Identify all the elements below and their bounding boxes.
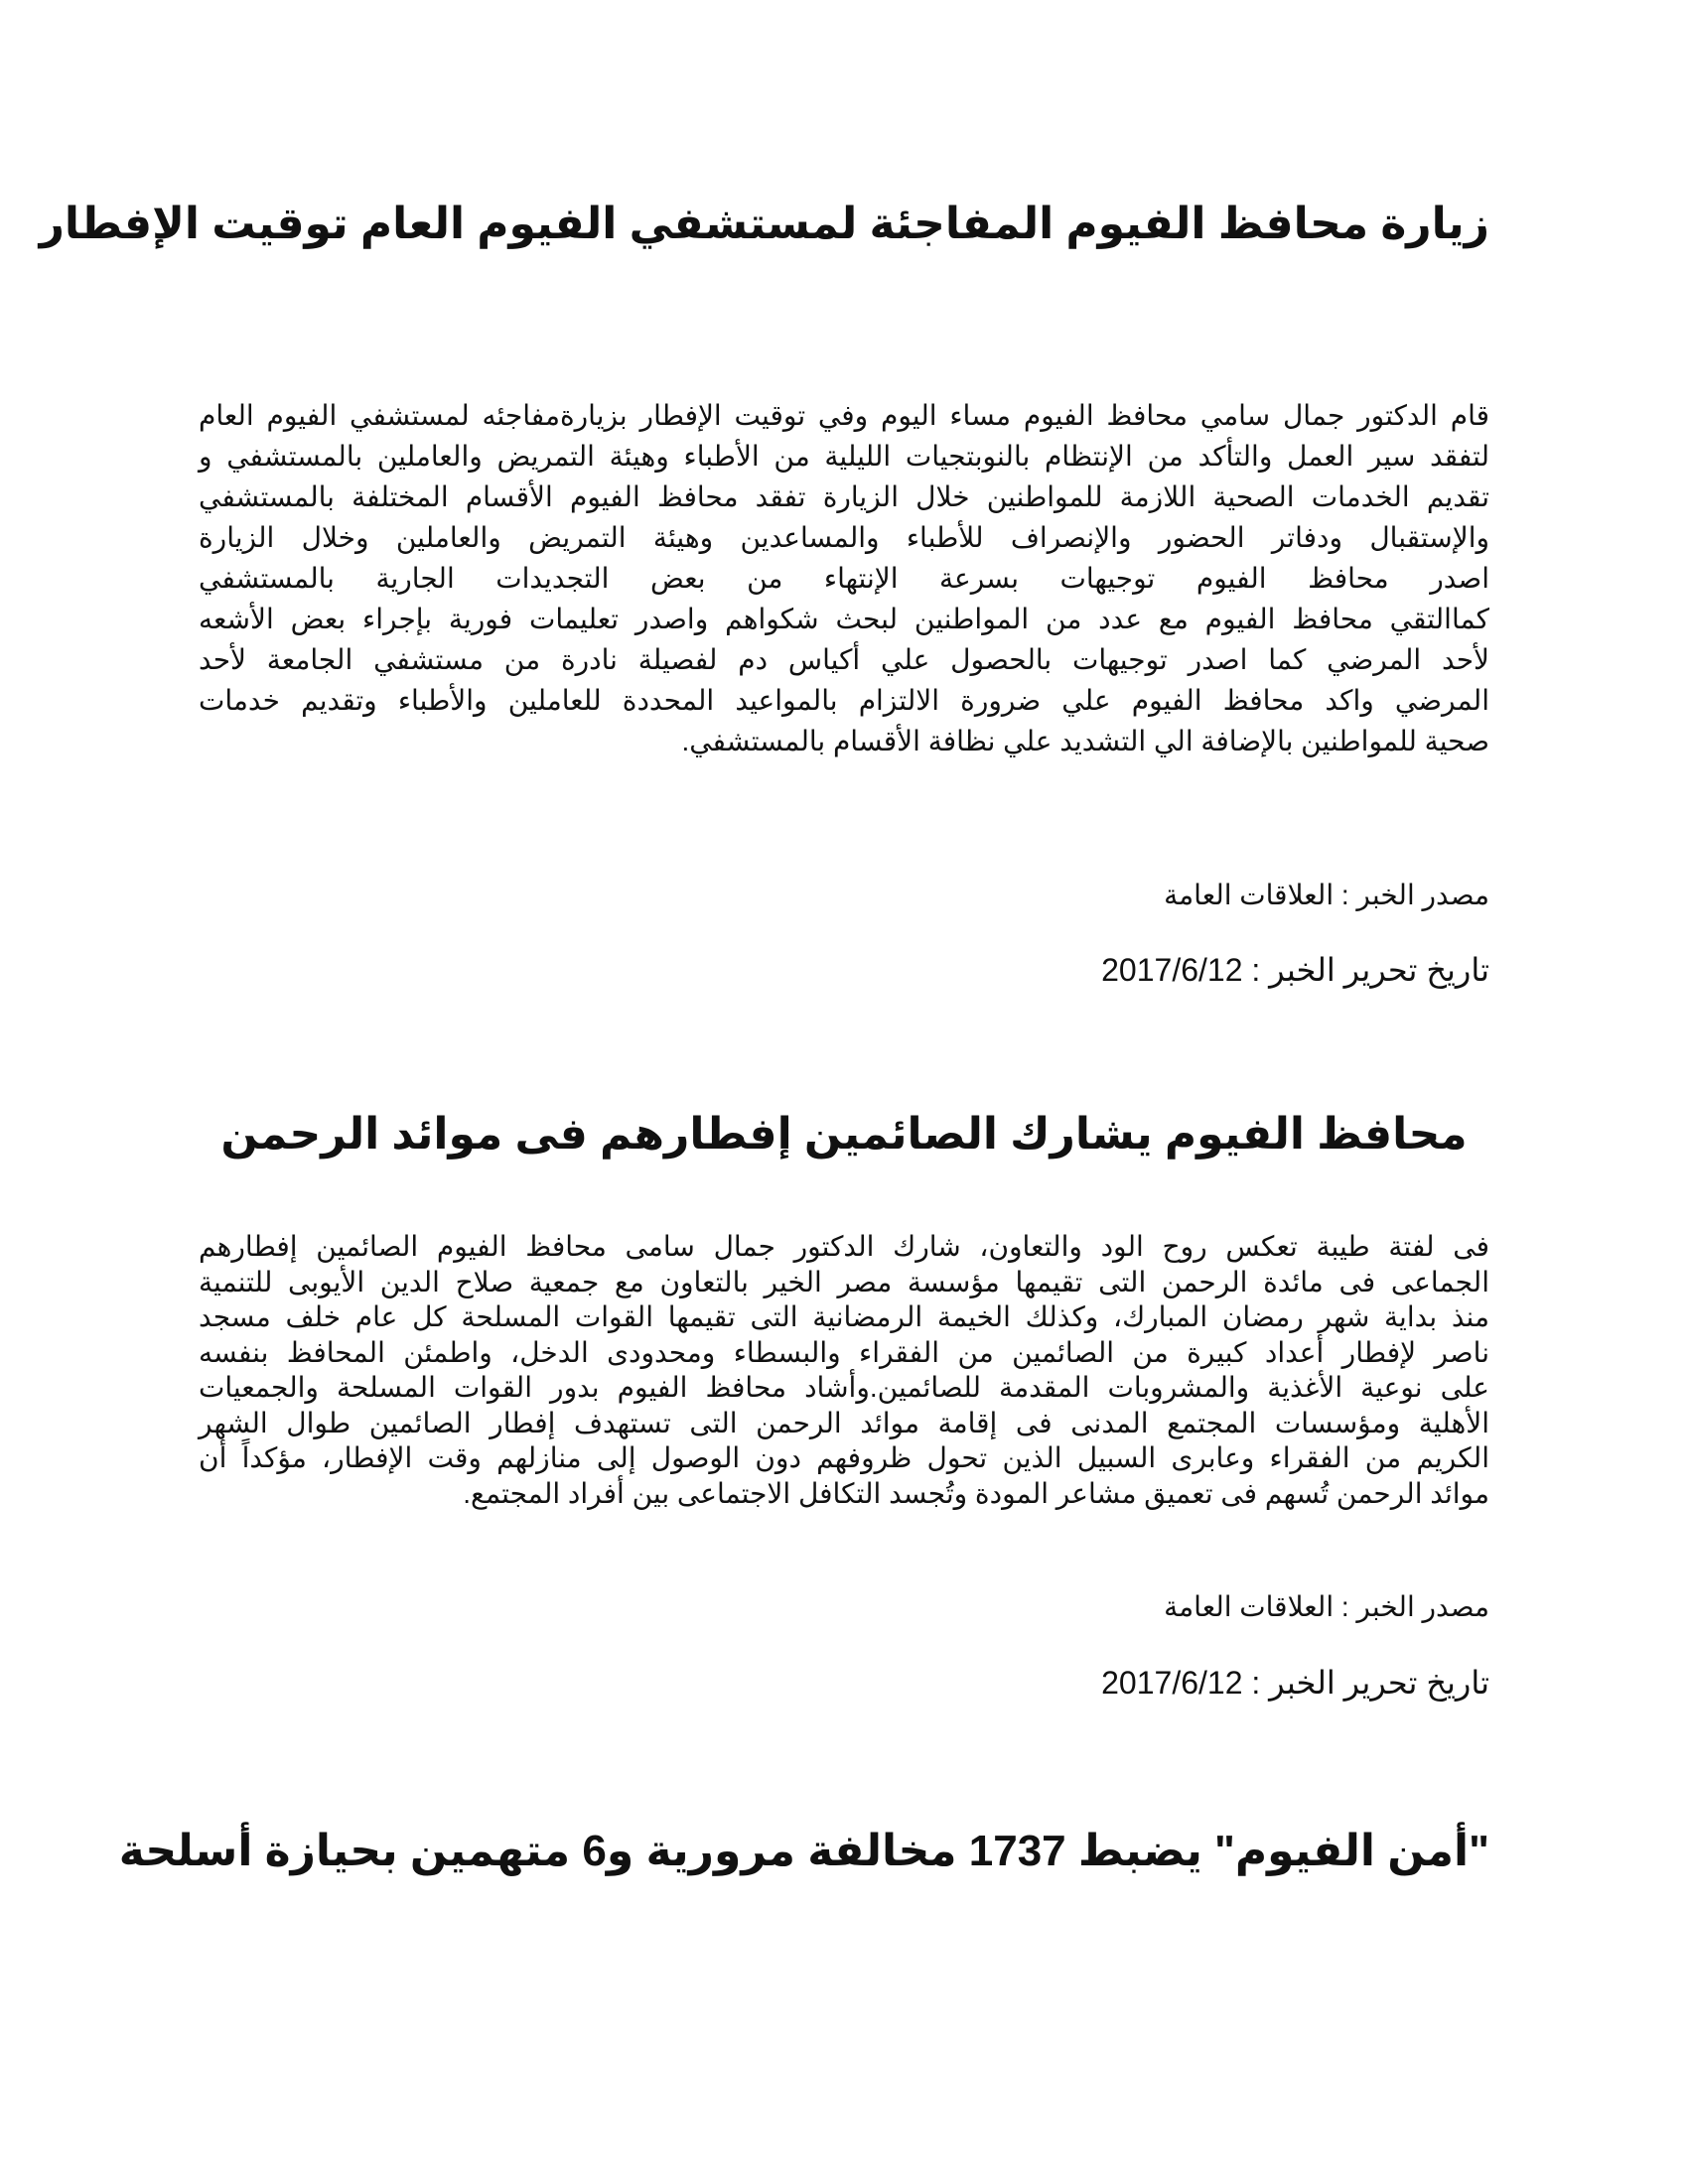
article-body — [199, 395, 1489, 761]
article-line: كماالتقي محافظ الفيوم مع عدد من المواطنين لبحث شكواهم واصدر تعليمات فورية بإجراء بعض الأشعه — [199, 604, 1489, 634]
article-line: موائد الرحمن تُسهم فى تعميق مشاعر المودة وتُجسد التكافل الاجتماعى بين أفراد المجتمع. — [463, 1477, 1489, 1509]
article-line: صحية للمواطنين بالإضافة الي التشديد علي نظافة الأقسام بالمستشفي. — [681, 726, 1489, 756]
article-title: زيارة محافظ الفيوم المفاجئة لمستشفي الفيوم العام توقيت الإفطار — [39, 200, 1489, 248]
article-date: تاريخ تحرير الخبر : 2017/6/12 — [1101, 1665, 1489, 1701]
article-line: المرضي واكد محافظ الفيوم علي ضرورة الالتزام بالمواعيد المحددة للعاملين والأطباء وتقديم خدمات — [199, 685, 1489, 716]
article-body — [199, 1229, 1489, 1511]
article-line: الجماعى فى مائدة الرحمن التى تقيمها مؤسسة مصر الخير بالتعاون مع جمعية صلاح الدين الأيوبى للتنمية — [199, 1266, 1489, 1297]
article-source: مصدر الخبر : العلاقات العامة — [1164, 1591, 1489, 1622]
article-line: ناصر لإفطار أعداد كبيرة من الصائمين من الفقراء والبسطاء ومحدودى الدخل، واطمئن المحافظ بنفسه — [199, 1336, 1489, 1368]
article-date: تاريخ تحرير الخبر : 2017/6/12 — [1101, 952, 1489, 988]
article-line: الأهلية ومؤسسات المجتمع المدنى فى إقامة موائد الرحمن التى تستهدف إفطار الصائمين طوال الشهر — [199, 1407, 1489, 1438]
article-line: لتفقد سير العمل والتأكد من الإنتظام بالنوبتجيات الليلية من الأطباء وهيئة التمريض والعاملين بالمستشفي و — [199, 441, 1489, 472]
article-source: مصدر الخبر : العلاقات العامة — [1164, 880, 1489, 910]
article-line: والإستقبال ودفاتر الحضور والإنصراف للأطباء والمساعدين وهيئة التمريض والعاملين وخلال الزيارة — [199, 522, 1489, 553]
article-line: منذ بداية شهر رمضان المبارك، وكذلك الخيمة الرمضانية التى تقيمها القوات المسلحة كل عام خلف مسجد — [199, 1301, 1489, 1332]
article-title: محافظ الفيوم يشارك الصائمين إفطارهم فى موائد الرحمن — [220, 1110, 1468, 1159]
article-line: تقديم الخدمات الصحية اللازمة للمواطنين خلال الزيارة تفقد محافظ الفيوم الأقسام المختلفة بالمستشفي — [199, 481, 1489, 512]
article-title: "أمن الفيوم" يضبط 1737 مخالفة مرورية و6 متهمين بحيازة أسلحة — [118, 1827, 1489, 1875]
article-line: فى لفتة طيبة تعكس روح الود والتعاون، شارك الدكتور جمال سامى محافظ الفيوم الصائمين إفطارهم — [199, 1231, 1489, 1262]
article-line: على نوعية الأغذية والمشروبات المقدمة للصائمين.وأشاد محافظ الفيوم بدور القوات المسلحة والجمعيات — [199, 1372, 1489, 1403]
article-line: قام الدكتور جمال سامي محافظ الفيوم مساء اليوم وفي توقيت الإفطار بزيارةمفاجئه لمستشفي الفيوم العام — [199, 400, 1489, 431]
article-line: لأحد المرضي كما اصدر توجيهات بالحصول علي أكياس دم لفصيلة نادرة من مستشفي الجامعة لأحد — [199, 644, 1489, 675]
article-line: اصدر محافظ الفيوم توجيهات بسرعة الإنتهاء من بعض التجديدات الجارية بالمستشفي — [199, 563, 1489, 594]
article-line: الكريم من الفقراء وعابرى السبيل الذين تحول ظروفهم دون الوصول إلى منازلهم وقت الإفطار، مؤكداً أن — [199, 1442, 1489, 1473]
